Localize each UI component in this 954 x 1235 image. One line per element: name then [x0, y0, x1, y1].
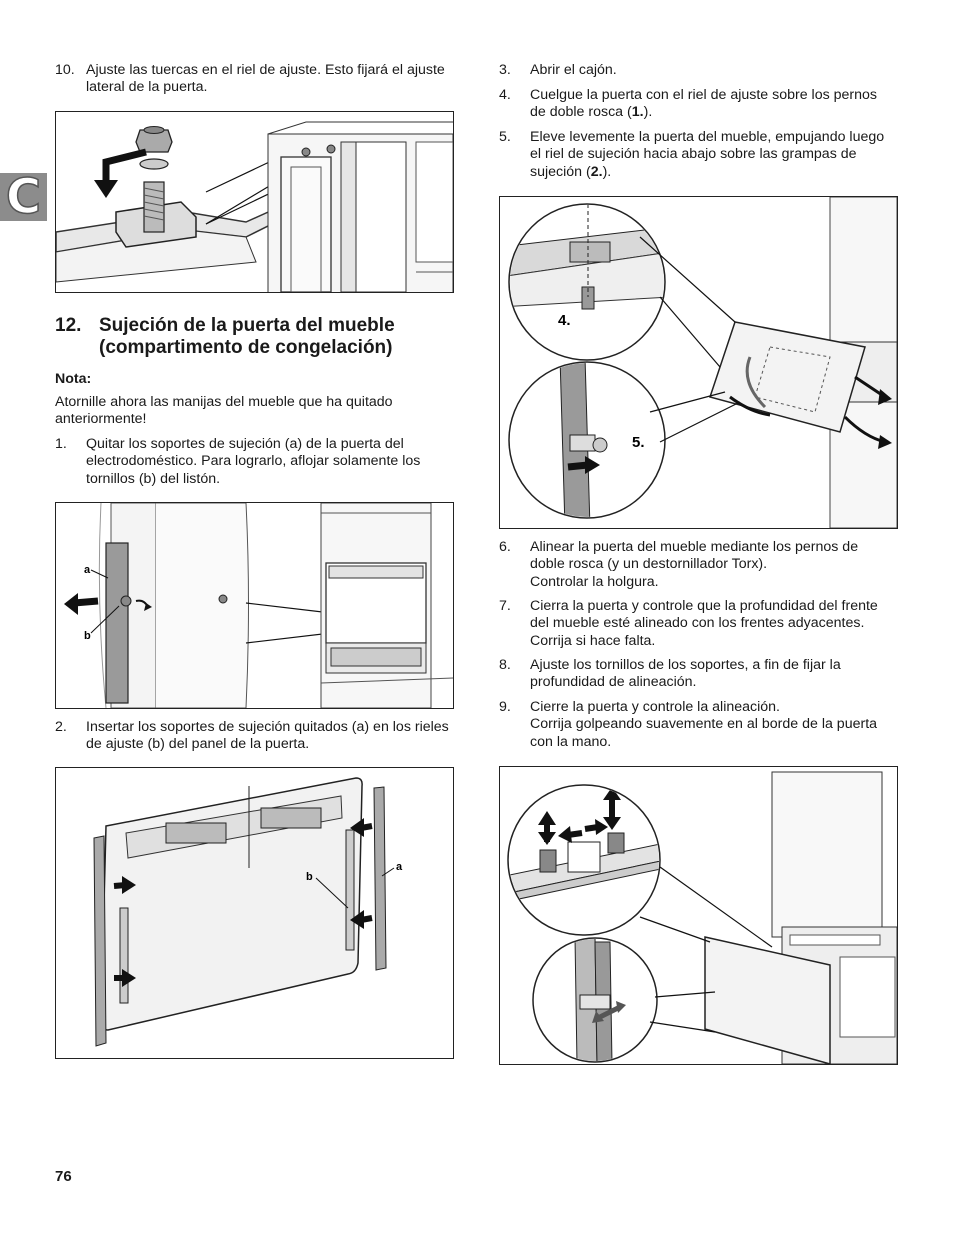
page-number: 76 [55, 1168, 72, 1185]
figure-door-panel-rails [55, 767, 454, 1059]
step-number: 7. [499, 598, 511, 614]
step-number: 6. [499, 539, 511, 555]
section-letter: C [5, 169, 42, 225]
step-text-b: ). [643, 104, 653, 121]
step-text: Cierra la puerta y controle que la profundidad del frente del mueble esté alineado con los frentes adyacentes. Corrija si hace falta. [530, 598, 878, 649]
step-text-a: Cuelgue la puerta con el riel de ajuste sobre los pernos de doble rosca ( [530, 87, 878, 121]
step-number: 9. [499, 699, 511, 715]
step-text-b: ). [602, 163, 612, 180]
step-text: Insertar los soportes de sujeción quitados (a) en los rieles de ajuste (b) del panel de la puerta. [86, 719, 449, 753]
figure-hang-door [499, 196, 898, 529]
step-text-line-2: Corrija golpeando suavemente en al borde de la puerta con la mano. [530, 716, 878, 750]
label-b: b [306, 871, 313, 883]
step-ref: 1. [631, 104, 644, 121]
step-text: Quitar los soportes de sujeción (a) de la puerta del electrodoméstico. Para lograrlo, aflojar solamente los tornillos (b) del listón. [86, 436, 421, 487]
label-step-4: 4. [558, 312, 571, 329]
step-text: Ajuste los tornillos de los soportes, a fin de fijar la profundidad de alineación. [530, 657, 841, 691]
figure-adjust-nut [55, 111, 454, 293]
heading-line-2: (compartimento de congelación) [99, 337, 393, 358]
step-number: 8. [499, 657, 511, 673]
step-text-a: Eleve levemente la puerta del mueble, empujando luego el riel de sujeción hacia abajo sobre las grampas de sujeción ( [530, 129, 885, 180]
step-text-line-1: Alinear la puerta del mueble mediante los pernos de doble rosca (y un destornillador Torx). [530, 539, 859, 573]
note-text: Atornille ahora las manijas del mueble que ha quitado anteriormente! [55, 394, 393, 428]
heading-number: 12. [55, 315, 82, 336]
label-b: b [84, 630, 91, 642]
step-number: 10. [55, 62, 75, 78]
step-ref: 2. [590, 163, 603, 180]
step-number: 4. [499, 87, 511, 103]
label-a: a [396, 861, 403, 873]
step-text: Abrir el cajón. [530, 62, 617, 78]
section-tab [0, 169, 47, 225]
step-text-line-2: Controlar la holgura. [530, 573, 659, 590]
figure-align-door [499, 766, 898, 1065]
step-number: 2. [55, 719, 67, 735]
step-text-line-1: Cierre la puerta y controle la alineación. [530, 699, 780, 715]
step-text: Ajuste las tuercas en el riel de ajuste. Esto fijará el ajuste lateral de la puerta. [86, 62, 445, 96]
step-number: 5. [499, 129, 511, 145]
note-label: Nota: [55, 371, 92, 387]
label-step-5: 5. [632, 434, 645, 451]
step-number: 3. [499, 62, 511, 78]
label-a: a [84, 564, 91, 576]
heading-line-1: Sujeción de la puerta del mueble [99, 315, 395, 336]
figure-remove-brackets [55, 502, 454, 709]
step-number: 1. [55, 436, 67, 452]
